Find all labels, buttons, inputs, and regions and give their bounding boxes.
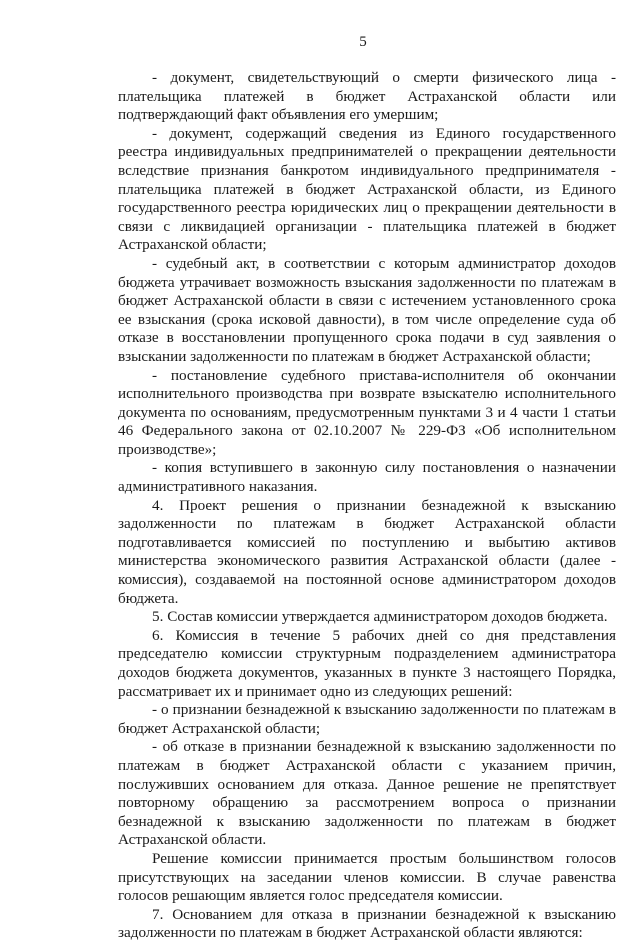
page-number: 5	[359, 34, 367, 50]
paragraph-bailiff-resolution: - постановление судебного пристава-исполнителя об окончании исполнительного производства при возврате взыскателю исполнительного документа по основаниям, предусмотренным пунктами 3 и 4 части 1 статьи 46 Федерального закона от 02.10.2007 № 229-ФЗ «Об исполнительном производстве»;	[118, 366, 616, 458]
paragraph-administrative-penalty: - копия вступившего в законную силу постановления о назначении административного наказания.	[118, 459, 616, 496]
paragraph-decision-recognize: - о признании безнадежной к взысканию задолженности по платежам в бюджет Астраханской области;	[118, 701, 616, 737]
paragraph-court-act: - судебный акт, в соответствии с которым администратор доходов бюджета утрачивает возможность взыскания задолженности по платежам в бюджет Астраханской области в связи с истечением установленного срока ее взыскания (срока исковой давности), в том числе определение суда об отказе в восстановлении пропущенного срока подачи в суд заявления о взыскании задолженности по платежам в бюджет Астраханской области;	[118, 254, 616, 365]
paragraph-decision-refuse: - об отказе в признании безнадежной к взысканию задолженности по платежам в бюджет Астраханской области с указанием причин, послуживших основанием для отказа. Данное решение не препятствует повторному обращению за рассмотрением вопроса о признании безнадежной к взысканию задолженности по платежам в бюджет Астраханской области.	[118, 738, 616, 849]
paragraph-death-document: - документ, свидетельствующий о смерти физического лица - плательщика платежей в бюджет Астраханской области или подтверждающий факт объявления его умершим;	[118, 69, 616, 124]
paragraph-item-7: 7. Основанием для отказа в признании безнадежной к взысканию задолженности по платежам в бюджет Астраханской области являются:	[118, 905, 616, 942]
paragraph-voting: Решение комиссии принимается простым большинством голосов присутствующих на заседании членов комиссии. В случае равенства голосов решающим является голос председателя комиссии.	[118, 849, 616, 905]
paragraph-registry-document: - документ, содержащий сведения из Единого государственного реестра индивидуальных предпринимателей о прекращении деятельности вследствие признания банкротом индивидуального предпринимателя - плательщика платежей в бюджет Астраханской области, из Единого государственного реестра юридических лиц о прекращении деятельности в связи с ликвидацией организации - плательщика платежей в бюджет Астраханской области;	[118, 124, 616, 254]
paragraph-item-5: 5. Состав комиссии утверждается администратором доходов бюджета.	[152, 608, 608, 626]
paragraph-item-4: 4. Проект решения о признании безнадежной к взысканию задолженности по платежам в бюджет Астраханской области подготавливается комиссией по поступлению и выбытию активов министерства экономического развития Астраханской области (далее - комиссия), создаваемой на постоянной основе администратором доходов бюджета.	[118, 496, 616, 607]
paragraph-item-6: 6. Комиссия в течение 5 рабочих дней со дня представления председателю комиссии структурным подразделением администратора доходов бюджета документов, указанных в пункте 3 настоящего Порядка, рассматривает их и принимает одно из следующих решений:	[118, 626, 616, 700]
